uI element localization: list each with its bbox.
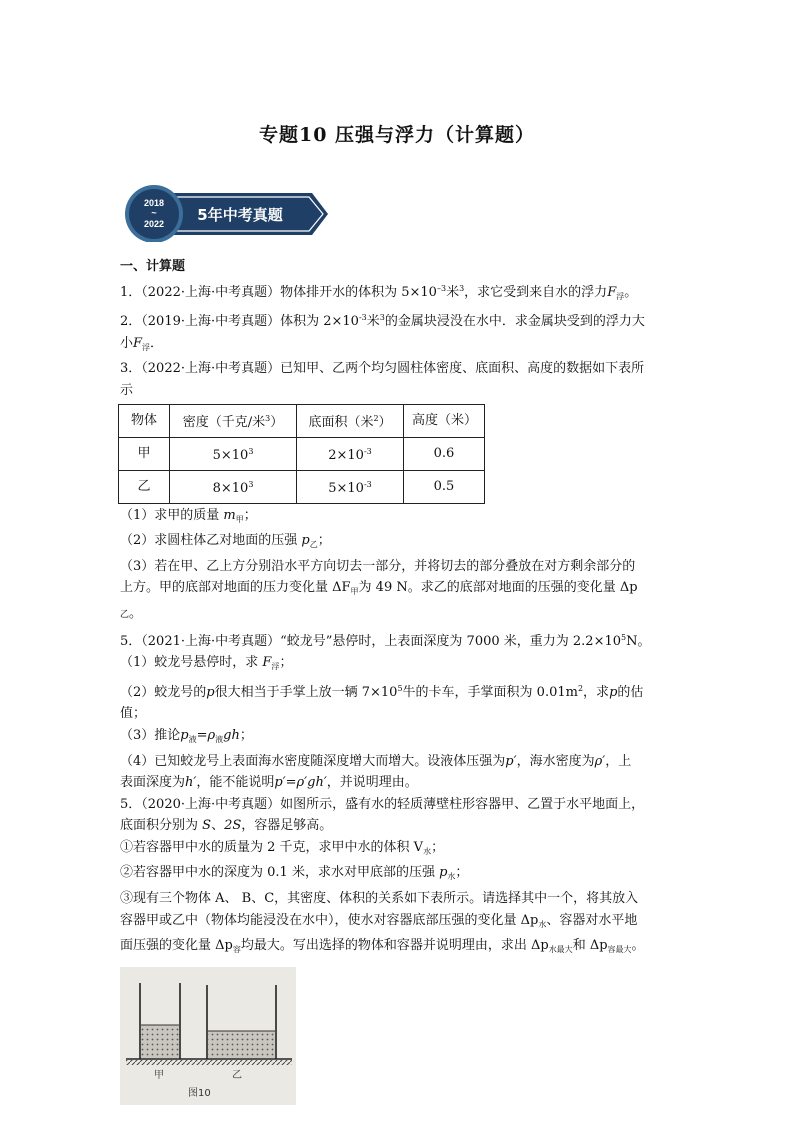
section-title: 一、计算题: [120, 259, 186, 274]
question-2: 2．（2019·上海·中考真题）体积为 $2\times 10^{-3}$米$^3$的金属块浸没在水中．求金属块受到的浮力大 小$F_浮$．: [120, 313, 645, 352]
water-b: [208, 1031, 275, 1058]
table-cell: $5\times 10^3$: [170, 437, 297, 470]
question-1: 1．（2022·上海·中考真题）物体排开水的体积为 $5\times 10^{-3}$米$^3$，求它受到来自水的浮力$F_浮$。: [120, 283, 638, 301]
figure-10: [120, 967, 296, 1105]
table-row: [119, 470, 485, 503]
table-cell: 乙: [119, 470, 170, 503]
question-5: 5．（2020·上海·中考真题）如图所示，盛有水的轻质薄壁柱形容器甲、乙置于水平地面上， 底面积分别为 S、2S，容器足够高。 ①若容器甲中水的质量为 2 千克，求甲中水的体积 $V_水$； ②若容器甲中水的深度为 0.1 米，求水对甲底部的压强 $p_水$； ③现有三个物体 A、 B、C，其密度、体积的关系如下表所示。请选择其中一个，将其放入 容器甲或乙中（物体均能浸没在水中），使水对容器底部压强的变化量 $\Delta p_水$、容器对水平地 面压强的变化量 $\Delta p_容$均最大。写出选择的物体和容器并说明理由，求出 $\Delta p_{水最大}$和 $\Delta p_{容最大}$。: [120, 796, 645, 955]
section-banner: [120, 182, 330, 242]
question-4: 5．（2021·上海·中考真题）“蛟龙号”悬停时，上表面深度为 7000 米，重力为 $2.2\times 10^5N$。 （1）蛟龙号悬停时，求 $F_浮$； （2）蛟龙号的p很大相当于手掌上放一辆 $7\times 10^5$牛的卡车，手掌面积为 $0.01m^2$，求p的估 值； （3）推论$p_液=\rho_液gh$； （4）已知蛟龙号上表面海水密度随深度增大而增大。设液体压强为p′，海水密度为ρ′，上 表面深度为h′，能不能说明p′=ρ′gh′，并说明理由。: [120, 632, 651, 791]
banner-year-top: 2018: [143, 198, 165, 208]
label-container-b: 乙: [232, 1069, 242, 1081]
banner-year-bottom: 2022: [143, 219, 165, 229]
page-title: 专题10 压强与浮力（计算题）: [258, 124, 536, 146]
table-header-cell: 密度（千克/米$^3$）: [170, 404, 297, 437]
label-container-a: 甲: [154, 1069, 164, 1081]
ground-hatch: [126, 1060, 292, 1065]
banner-label: 5年中考真题: [197, 206, 283, 224]
table-header-row: [119, 404, 485, 437]
banner-graphic: [120, 182, 330, 242]
question-3-parts: （1）求甲的质量 $m_甲$； （2）求圆柱体乙对地面的压强 $p_乙$； （3）若在甲、乙上方分别沿水平方向切去一部分，并将切去的部分叠放在对方剩余部分的 上方。甲的底部对地面的压力变化量 $\Delta F_甲$为 49 N。求乙的底部对地面的压强的变化量 Δp 乙。: [120, 507, 638, 621]
table-cell: 0.6: [404, 437, 485, 470]
water-a: [141, 1025, 179, 1058]
question-list: [120, 256, 680, 1105]
table-header-cell: 高度（米）: [404, 404, 485, 437]
question-3-intro: 3．（2022·上海·中考真题）已知甲、乙两个均匀圆柱体密度、底面积、高度的数据如下表所 示: [120, 361, 645, 398]
table-cell: $8\times 10^3$: [170, 470, 297, 503]
table-row: [119, 437, 485, 470]
table-header-cell: 物体: [119, 404, 170, 437]
data-table: [118, 404, 485, 504]
table-cell: 甲: [119, 437, 170, 470]
table-header-cell: 底面积（米$^2$）: [297, 404, 404, 437]
containers-diagram: [120, 967, 296, 1105]
table-cell: $5\times 10^{-3}$: [297, 470, 404, 503]
figure-caption: 图10: [188, 1087, 211, 1099]
table-cell: 0.5: [404, 470, 485, 503]
banner-year-sep: ~: [151, 208, 157, 218]
table-cell: $2\times 10^{-3}$: [297, 437, 404, 470]
